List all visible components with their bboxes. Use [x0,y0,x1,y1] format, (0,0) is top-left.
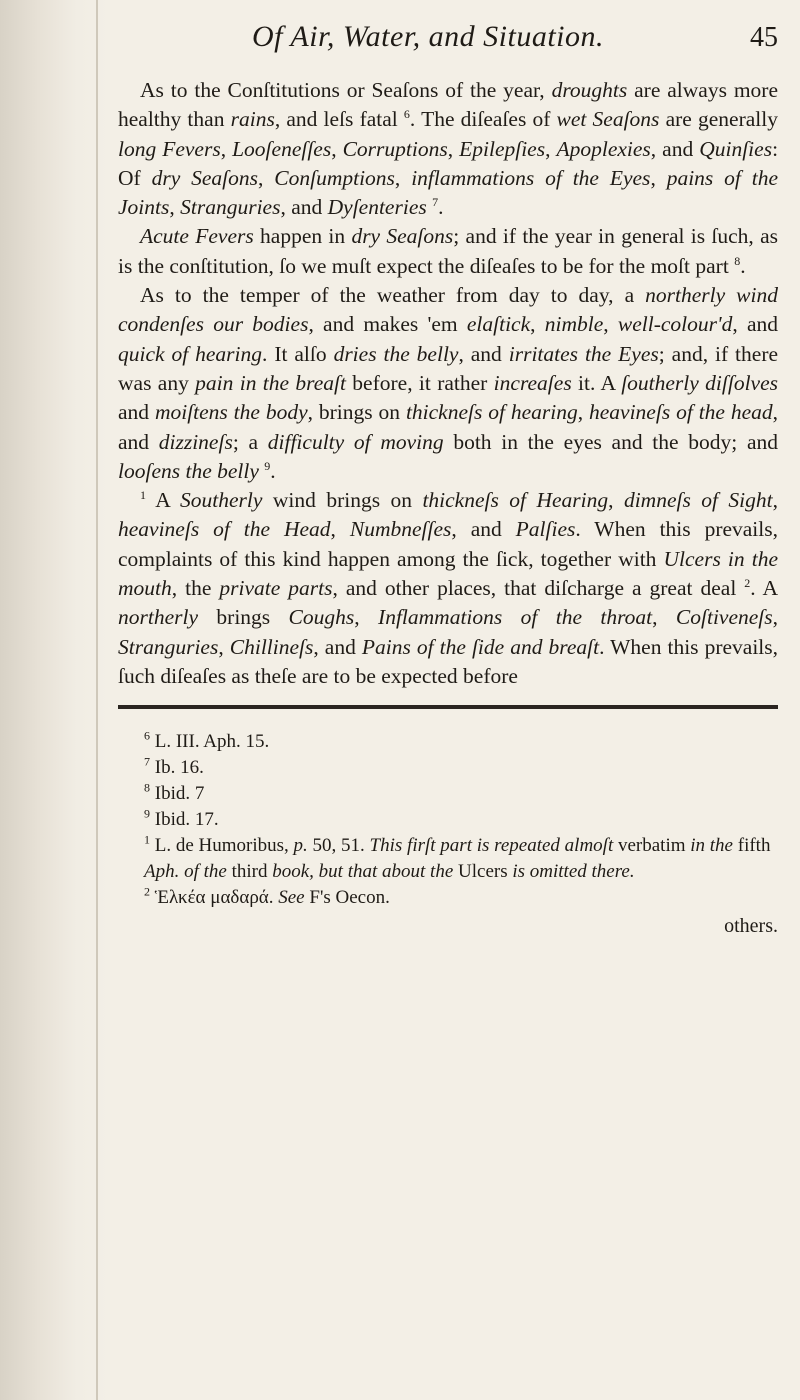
italic-text: moiſtens the body [154,400,308,425]
note-reference: 6 [144,728,150,743]
text-run: , [530,312,545,337]
text-run: 50, 51. [307,835,370,857]
text-run: . The diſeaſes of [409,107,557,132]
note-reference: 7 [144,754,150,769]
italic-text: dries the belly [333,341,459,366]
text-run: ; and, if there was any [118,341,779,395]
italic-text: Southerly [180,488,263,513]
text-run: F's Oecon. [304,887,390,909]
italic-text: ſoutherly [621,370,699,395]
note-reference: 6 [403,107,410,122]
italic-text: elaſtick [466,312,531,337]
italic-text: dry Seaſons [151,165,258,190]
italic-text: looſens the belly [118,458,259,483]
italic-text: Epilepſies [459,136,546,161]
italic-text: This firſt part is repeated almoſt [369,835,614,857]
footnote [144,807,778,833]
italic-text: Stranguries [118,634,219,659]
italic-text: Acute Fevers [140,224,254,249]
paragraph [118,76,778,222]
italic-text: irritates the Eyes [508,341,659,366]
italic-text: thickneſs of Hearing [422,488,609,513]
text-run: ; and if the year in general is ſuch, as is the conſtitution, ſo we muſt expect the diſeaſes to be for the moſt part [118,224,778,278]
italic-text: diſſolves [705,370,779,395]
paragraph [118,222,778,281]
text-run: , [603,312,618,337]
italic-text: heavineſs of the head [589,400,773,425]
text-run: . When this prevails, complaints of this kind happen among the ſick, together with [118,517,778,571]
text-run: , [577,400,589,425]
italic-text: long Fevers [118,136,221,161]
text-run: before, it rather [345,370,494,395]
italic-text: pain in the breaſt [195,370,346,395]
text-run: it. A [571,370,622,395]
text-run: are generally [659,107,778,132]
text-run: : Of [118,136,779,190]
note-reference: 9 [264,458,271,473]
text-run: , [545,136,557,161]
italic-text: private parts [219,576,333,601]
text-run: , and makes 'em [308,312,467,337]
binding-line [96,0,98,1400]
note-reference: 9 [144,806,150,821]
book-page [118,14,778,938]
text-run: , [608,488,624,513]
note-reference: 8 [144,780,150,795]
italic-text: wet Seaſons [556,107,660,132]
text-run: verbatim [613,835,691,857]
note-reference: 7 [432,195,439,210]
italic-text: Coughs [288,605,355,630]
italic-text: rains [230,107,275,132]
text-run: are always more healthy than [118,78,778,132]
text-run: As to the temper of the weather from day to day, a [140,283,646,308]
text-run: Ib. 16. [150,757,204,779]
text-run: , [218,634,230,659]
text-run: both in the eyes and the body; and [443,429,778,454]
italic-text: Apoplexies [556,136,651,161]
paragraph [118,281,778,486]
italic-text: heavineſs of the Head [118,517,331,542]
italic-text: See [278,887,305,909]
italic-text: increaſes [493,370,572,395]
text-run: , [169,195,181,220]
italic-text: Inflammations of the throat [378,605,653,630]
book-gutter [0,0,110,1400]
italic-text: Corruptions [342,136,448,161]
text-run: A [146,488,181,513]
italic-text: Dyſenteries [327,195,427,220]
italic-text: dizzineſs [158,429,233,454]
text-run: . [740,253,746,278]
text-run: , and other places, that diſcharge a great deal [332,576,745,601]
italic-text: Stranguries [180,195,281,220]
text-run: , [772,605,779,630]
italic-text: droughts [551,78,628,102]
text-run: brings [198,605,289,630]
page-number: 45 [750,22,778,53]
text-run: , and [280,195,328,220]
text-run: Ibid. 7 [150,783,205,805]
text-run: happen in [253,224,352,249]
italic-text: Aph. of the [144,861,227,883]
footnote [144,755,778,781]
text-run: . It alſo [262,341,334,366]
text-run: , [220,136,233,161]
text-run: , [772,488,778,513]
body-text [118,76,778,691]
text-run: . [270,458,276,483]
note-reference: 1 [144,832,150,847]
paragraph [118,486,778,691]
footnote-rule [118,705,778,709]
text-run: L. III. Aph. 15. [150,731,270,753]
italic-text: Numbneſſes [349,517,452,542]
italic-text: Coſtiveneſs [675,605,773,630]
text-run: . When this prevails, ſuch diſeaſes as theſe are to be expected before [118,634,779,688]
text-run: , [394,165,412,190]
text-run: Ulcers [453,861,513,883]
italic-text: inflammations of the Eyes [411,165,651,190]
text-run: . [438,195,444,220]
italic-text: pains of the Joints [118,165,779,220]
text-run: . A [750,576,779,601]
footnote [144,729,778,755]
italic-text: Pains of the ſide and breaſt [361,634,600,659]
italic-text: Quinſies [699,136,773,161]
italic-text: Conſumptions [274,165,395,190]
italic-text: quick of hearing [118,341,263,366]
italic-text: book, but that about the [272,861,454,883]
running-title: Of Air, Water, and Situation. [251,20,605,53]
footnote [144,885,778,911]
italic-text: nimble [544,312,604,337]
text-run: , and [451,517,516,542]
italic-text: dimneſs of Sight [623,488,773,513]
text-run: , [354,605,379,630]
footnote [144,781,778,807]
running-head [118,14,778,76]
note-reference: 2 [144,884,150,899]
text-run: , [258,165,275,190]
italic-text: northerly wind condenſes our bodies [118,283,778,337]
text-run: third [226,861,273,883]
italic-text: Palſies [515,517,576,542]
text-run: , [330,517,350,542]
italic-text: thickneſs of hearing [405,400,578,425]
text-run: , [650,165,667,190]
text-run: and [118,400,155,425]
text-run: , [331,136,343,161]
text-run: Ibid. 17. [150,809,219,831]
note-reference: 1 [140,488,146,502]
text-run: As to the Conſtitutions or Seaſons of the year, [140,78,552,102]
italic-text: well-colour'd [617,312,733,337]
text-run: , [652,605,676,630]
catchword: others. [724,915,778,938]
italic-text: northerly [118,605,199,630]
text-run: wind brings on [262,488,423,513]
italic-text: Chillineſs [229,634,314,659]
italic-text: Ulcers in the mouth [118,546,778,601]
italic-text: Looſeneſſes [232,136,332,161]
text-run: , the [171,576,220,601]
text-run: Ἑλκέα μαδαρά. [150,887,279,909]
italic-text: p. [293,835,308,857]
text-run: , and leſs fatal [274,107,404,132]
text-run: fifth [733,835,771,857]
text-run: , [447,136,460,161]
note-reference: 8 [734,253,741,268]
text-run: , brings on [307,400,406,425]
text-run: , and [458,341,509,366]
text-run: L. de Humoribus, [150,835,294,857]
footnote [144,833,778,885]
italic-text: in the [690,835,733,857]
footnotes [144,729,778,911]
italic-text: is omitted there. [512,861,635,883]
italic-text: difficulty of moving [267,429,444,454]
text-run: , and [118,400,779,454]
text-run: , and [313,634,362,659]
text-run: , and [732,312,779,337]
italic-text: dry Seaſons [351,224,454,249]
note-reference: 2 [744,575,751,590]
text-run: , and [650,136,700,161]
text-run: ; a [232,429,268,454]
